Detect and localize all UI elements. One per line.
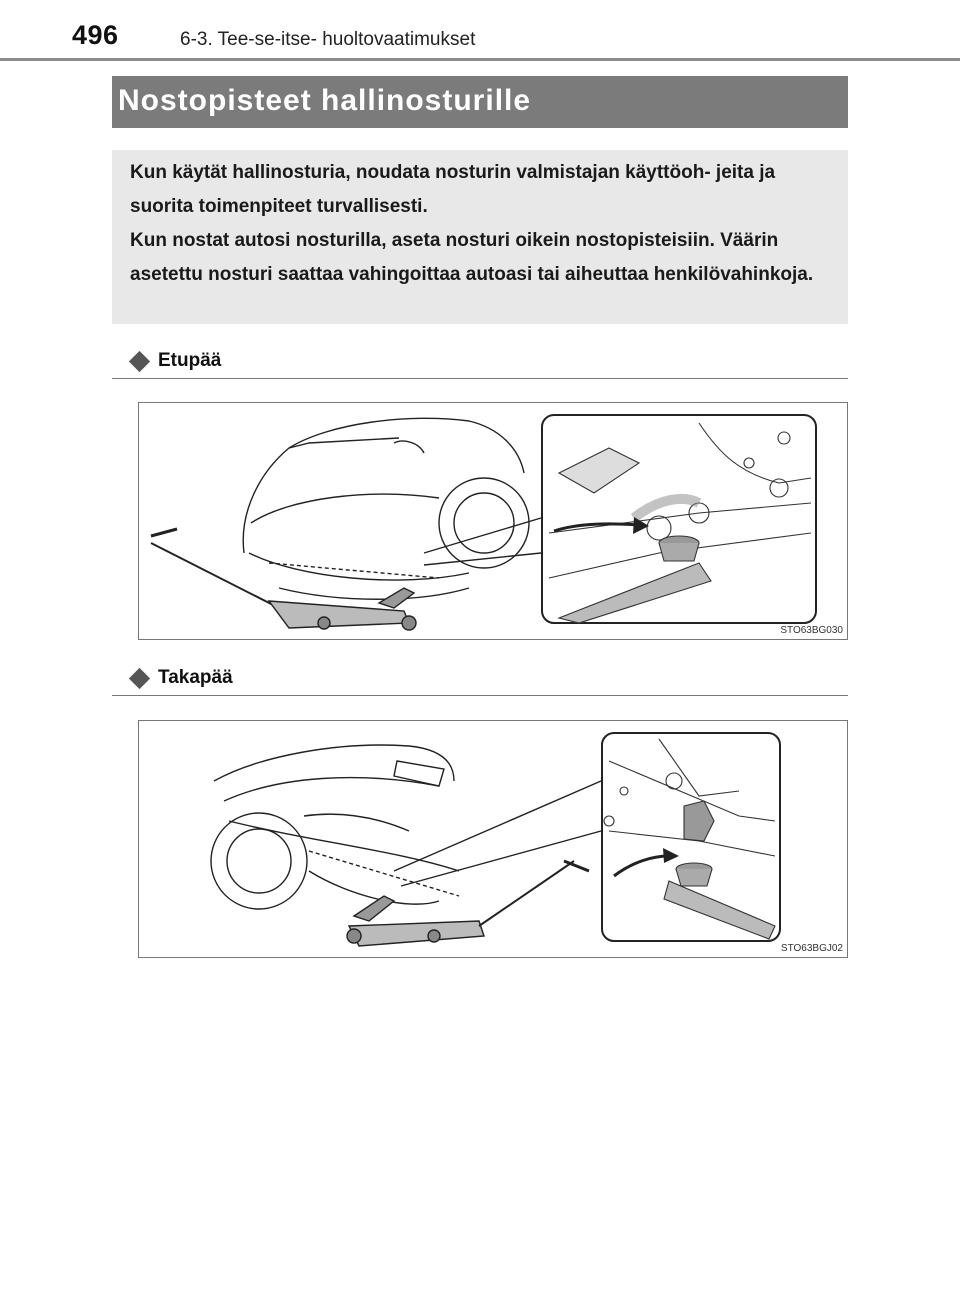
front-lift-illustration	[139, 403, 847, 639]
figure-code-rear: STO63BGJ02	[780, 943, 843, 954]
page-title: Nostopisteet hallinosturille	[118, 84, 532, 117]
section-heading-rear: Takapää	[158, 667, 233, 688]
rear-lift-figure	[138, 720, 848, 958]
figure-code-front: STO63BG030	[780, 625, 843, 636]
diamond-bullet-icon	[129, 351, 150, 372]
front-lift-figure	[138, 402, 848, 640]
intro-paragraph-1: Kun käytät hallinosturia, noudata nosturin valmistajan käyttöoh- jeita ja suorita toimenpiteet turvallisesti.	[130, 162, 776, 217]
diamond-bullet-icon	[129, 668, 150, 689]
page-number: 496	[72, 20, 119, 50]
header-rule	[0, 58, 960, 61]
section-title: 6-3. Tee-se-itse- huoltovaatimukset	[180, 29, 476, 50]
section-rule-front	[112, 378, 848, 379]
rear-lift-illustration	[139, 721, 847, 957]
section-rule-rear	[112, 695, 848, 696]
intro-paragraph-2: Kun nostat autosi nosturilla, aseta nosturi oikein nostopisteisiin. Väärin asetettu nosturi saattaa vahingoittaa autoasi tai aiheuttaa henkilövahinkoja.	[130, 230, 814, 285]
section-heading-front: Etupää	[158, 350, 222, 371]
